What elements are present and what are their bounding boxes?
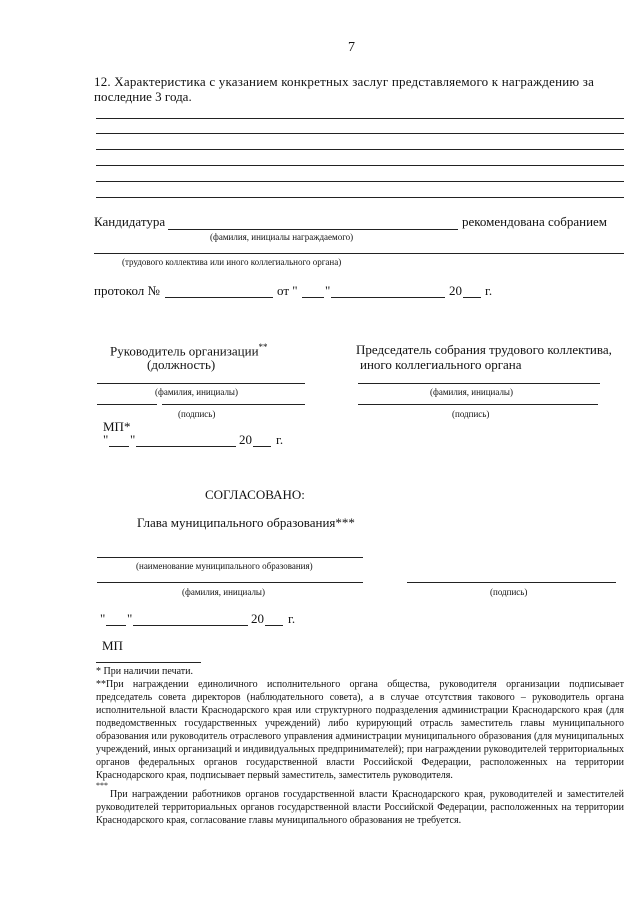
left-sign-field-a[interactable] xyxy=(97,404,157,405)
left-sign-field-b[interactable] xyxy=(162,404,305,405)
agreed-date-month-field[interactable] xyxy=(133,625,248,626)
page-number: 7 xyxy=(348,40,355,55)
candidate-name-field[interactable] xyxy=(168,229,458,230)
municipality-field[interactable] xyxy=(97,557,363,558)
right-name-field[interactable] xyxy=(358,383,600,384)
chairman-title-line2: иного коллегиального органа xyxy=(360,357,522,372)
caption-agreed-sign: (подпись) xyxy=(490,587,528,597)
agreed-date-year-field[interactable] xyxy=(265,625,283,626)
write-in-line-5[interactable] xyxy=(96,181,624,182)
right-sign-field[interactable] xyxy=(358,404,598,405)
protocol-year-field[interactable] xyxy=(463,297,481,298)
candidacy-label: Кандидатура xyxy=(94,214,166,229)
position-caption: (должность) xyxy=(147,357,216,372)
chairman-title-line1: Председатель собрания трудового коллектива, xyxy=(356,342,612,357)
caption-right-name: (фамилия, инициалы) xyxy=(430,387,513,397)
left-date-day-field[interactable] xyxy=(109,446,129,447)
agreed-name-field[interactable] xyxy=(97,582,363,583)
footnote-3: При награждении работников органов государственной власти Краснодарского края, руководителей и заместителей руководителей территориальных органов государственной власти Российской Федерации, расположенных на территории Краснодарского края, согласование главы муниципального образования не требуется. xyxy=(96,789,624,826)
agreed-title: СОГЛАСОВАНО: xyxy=(205,487,305,502)
stamp-mp: МП xyxy=(102,638,123,653)
agreed-date-open: " xyxy=(100,611,106,626)
write-in-line-6[interactable] xyxy=(96,197,624,198)
write-in-line-3[interactable] xyxy=(96,149,624,150)
agreed-date-day-field[interactable] xyxy=(106,625,126,626)
footnote-2: **При награждении единоличного исполнительного органа общества, руководителя организации подписывает председатель совета директоров (наблюдательного совета), а в случае отсутствия такового – руководитель органа исполнительной власти Краснодарского края или структурного подразделения администрации Краснодарского края (для подведомственных государственных учреждений) либо курирующий отрасль заместитель главы муниципального образования или руководитель отраслевого управления администрации муниципального образования (для муниципальных учреждений, иных организаций и индивидуальных предпринимателей); при награждении руководителей территориальных органов федеральных органов государственной власти Российской Федерации, расположенных на территории Краснодарского края, подписывает первый заместитель, заместитель руководителя. xyxy=(96,679,624,781)
stamp-mp-star: МП* xyxy=(103,419,131,434)
write-in-line-4[interactable] xyxy=(96,165,624,166)
agreed-date-year: 20 xyxy=(251,611,264,626)
caption-agreed-name: (фамилия, инициалы) xyxy=(182,587,265,597)
footnote-separator xyxy=(96,662,201,663)
protocol-label: протокол № xyxy=(94,283,160,298)
agreed-sign-field[interactable] xyxy=(407,582,616,583)
protocol-number-field[interactable] xyxy=(165,297,273,298)
head-of-organization-text: Руководитель организации xyxy=(110,343,259,359)
left-name-field[interactable] xyxy=(97,383,305,384)
caption-right-sign: (подпись) xyxy=(452,409,490,419)
write-in-line-1[interactable] xyxy=(96,118,624,119)
left-date-month-field[interactable] xyxy=(136,446,236,447)
section-12-line1: 12. Характеристика с указанием конкретных заслуг представляемого к награждению за xyxy=(94,74,595,89)
footnotes xyxy=(96,665,624,827)
protocol-month-field[interactable] xyxy=(331,297,445,298)
agreed-date-year-suffix: г. xyxy=(288,611,296,626)
agreed-date-mid: " xyxy=(127,611,133,626)
left-date-open: " xyxy=(103,432,109,447)
protocol-from: от " xyxy=(277,283,298,298)
footnote-mark-double: ** xyxy=(258,342,268,352)
left-date-mid: " xyxy=(130,432,136,447)
municipal-head-title: Глава муниципального образования*** xyxy=(137,515,355,530)
collective-field[interactable] xyxy=(94,253,624,254)
caption-candidate-name: (фамилия, инициалы награждаемого) xyxy=(210,232,354,242)
left-date-year: 20 xyxy=(239,432,252,447)
left-date-year-suffix: г. xyxy=(276,432,284,447)
footnote-3-mark: *** xyxy=(96,781,108,790)
left-date-year-field[interactable] xyxy=(253,446,271,447)
write-in-line-2[interactable] xyxy=(96,133,624,134)
caption-left-name: (фамилия, инициалы) xyxy=(155,387,238,397)
caption-left-sign: (подпись) xyxy=(178,409,216,419)
caption-collective: (трудового коллектива или иного коллегиального органа) xyxy=(122,257,342,267)
protocol-day-field[interactable] xyxy=(302,297,324,298)
protocol-quote-close: " xyxy=(325,283,331,298)
protocol-year: 20 xyxy=(449,283,462,298)
footnote-1: * При наличии печати. xyxy=(96,666,193,677)
section-12-line2: последние 3 года. xyxy=(94,89,192,104)
recommended-text: рекомендована собранием xyxy=(462,214,608,229)
caption-municipality: (наименование муниципального образования) xyxy=(136,561,313,571)
protocol-year-suffix: г. xyxy=(485,283,493,298)
